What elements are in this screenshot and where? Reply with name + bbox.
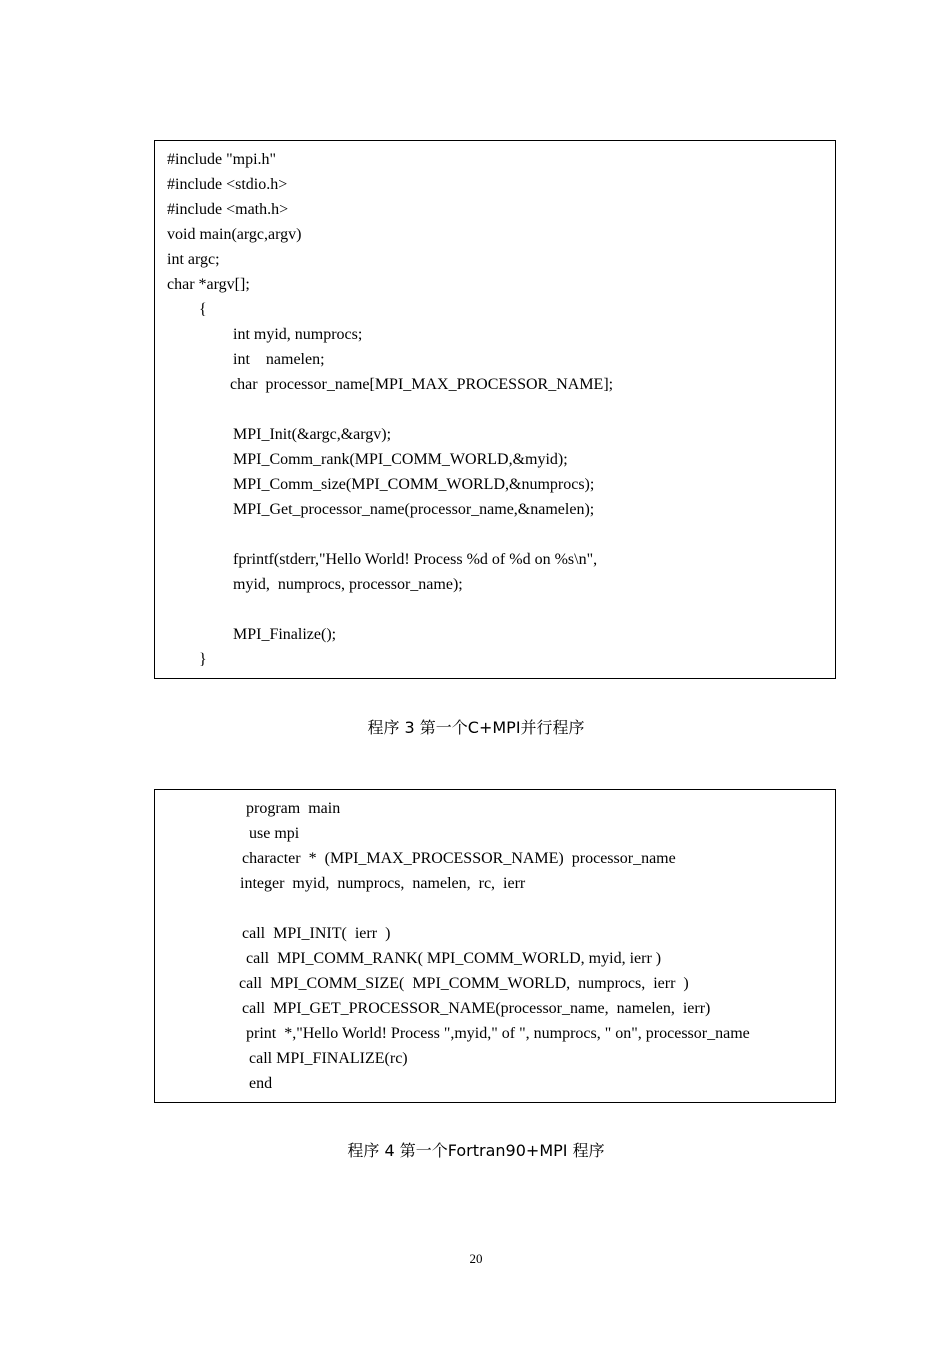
code-line: MPI_Init(&argc,&argv); xyxy=(233,426,392,443)
fortran-code-listing xyxy=(154,789,836,1103)
code-line: #include <stdio.h> xyxy=(167,176,288,193)
code-line: myid, numprocs, processor_name); xyxy=(233,576,463,593)
code-line: call MPI_COMM_RANK( MPI_COMM_WORLD, myid, ierr ) xyxy=(246,950,662,967)
code-line: call MPI_GET_PROCESSOR_NAME(processor_name, namelen, ierr) xyxy=(242,1000,711,1017)
code-line: fprintf(stderr,"Hello World! Process %d of %d on %s\n", xyxy=(233,551,598,568)
code-line: print *,"Hello World! Process ",myid," of ", numprocs, " on", processor_name xyxy=(246,1025,750,1042)
code-line: int myid, numprocs; xyxy=(233,326,363,343)
code-line: } xyxy=(199,651,207,668)
code-line: call MPI_FINALIZE(rc) xyxy=(249,1050,408,1067)
code-line: char processor_name[MPI_MAX_PROCESSOR_NAME]; xyxy=(230,376,614,393)
code-line: #include "mpi.h" xyxy=(167,151,277,168)
c-code-listing xyxy=(154,140,836,679)
code-line: MPI_Comm_rank(MPI_COMM_WORLD,&myid); xyxy=(233,451,568,468)
code-line: character * (MPI_MAX_PROCESSOR_NAME) processor_name xyxy=(242,850,676,867)
code-line: MPI_Get_processor_name(processor_name,&namelen); xyxy=(233,501,595,518)
code-line: end xyxy=(249,1075,273,1092)
code-line: MPI_Comm_size(MPI_COMM_WORLD,&numprocs); xyxy=(233,476,595,493)
code-line: program main xyxy=(246,800,341,817)
code-line: call MPI_INIT( ierr ) xyxy=(242,925,391,942)
code-line: int argc; xyxy=(167,251,220,268)
code-line: call MPI_COMM_SIZE( MPI_COMM_WORLD, numprocs, ierr ) xyxy=(239,975,689,992)
listing-caption: 程序 3 第一个C+MPI并行程序 xyxy=(367,718,585,737)
code-line: { xyxy=(199,301,207,318)
code-line: #include <math.h> xyxy=(167,201,289,218)
code-line: void main(argc,argv) xyxy=(167,226,302,243)
code-line: int namelen; xyxy=(233,351,325,368)
page-number: 20 xyxy=(469,1251,483,1266)
listing-caption: 程序 4 第一个Fortran90+MPI 程序 xyxy=(347,1141,605,1160)
code-line: MPI_Finalize(); xyxy=(233,626,337,643)
code-line: integer myid, numprocs, namelen, rc, ierr xyxy=(240,875,526,892)
code-line: char *argv[]; xyxy=(167,276,250,293)
code-line: use mpi xyxy=(249,825,300,842)
